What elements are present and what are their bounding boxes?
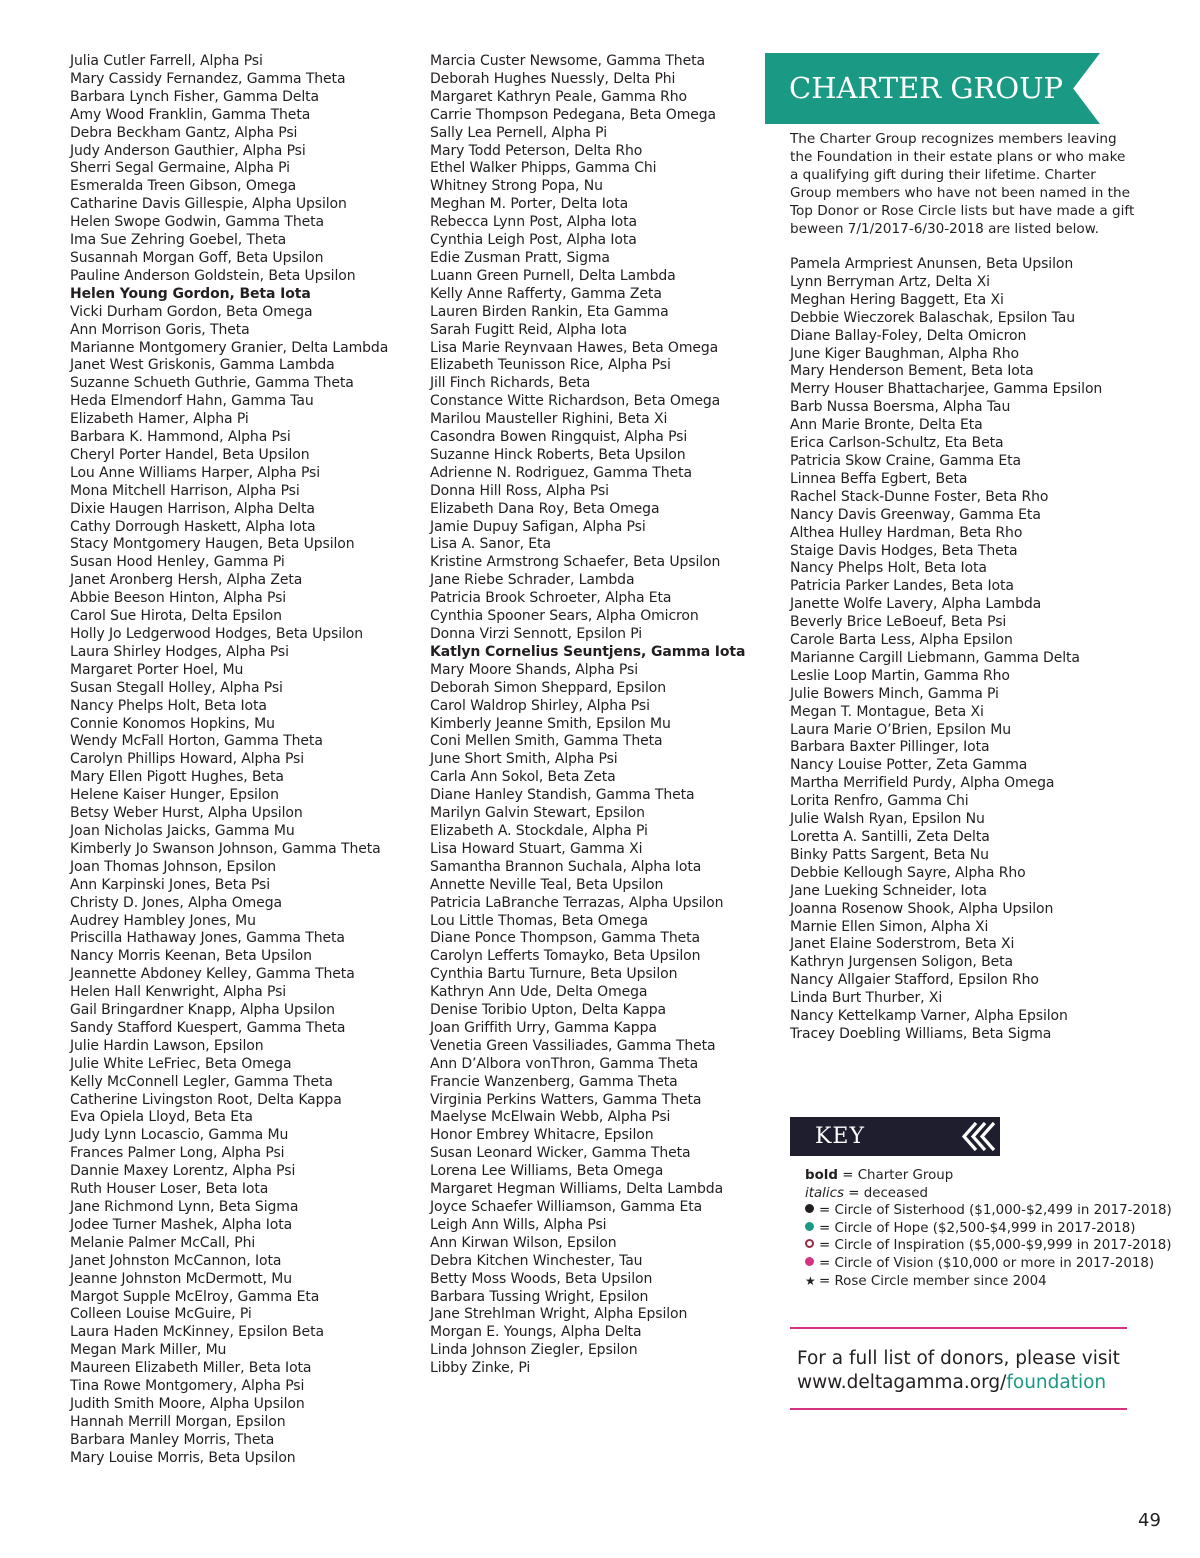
charter-member-name: June Kiger Baughman, Alpha Rho — [790, 345, 1019, 362]
donor-name: Joan Nicholas Jaicks, Gamma Mu — [70, 822, 295, 839]
donor-name: Cynthia Leigh Post, Alpha Iota — [430, 232, 637, 249]
donor-name: Marilyn Galvin Stewart, Epsilon — [430, 805, 645, 822]
key-legend-text: = Circle of Hope ($2,500-$4,999 in 2017-2018) — [819, 1220, 1136, 1236]
donor-name: Janet West Griskonis, Gamma Lambda — [70, 357, 335, 374]
donor-name: Joyce Schaefer Williamson, Gamma Eta — [430, 1199, 703, 1215]
dot-icon — [805, 1220, 819, 1238]
donor-name: Megan Mark Miller, Mu — [70, 1342, 227, 1359]
key-legend-text: = Rose Circle member since 2004 — [819, 1273, 1047, 1289]
donor-name: Kristine Armstrong Schaefer, Beta Upsilon — [430, 554, 721, 571]
donor-name: Adrienne N. Rodriguez, Gamma Theta — [430, 464, 692, 481]
donor-name: Julia Cutler Farrell, Alpha Psi — [70, 53, 263, 69]
donor-name: Ethel Walker Phipps, Gamma Chi — [430, 160, 657, 177]
charter-member-name: Joanna Rosenow Shook, Alpha Upsilon — [790, 900, 1054, 917]
donor-name: Edie Zusman Pratt, Sigma — [430, 249, 610, 266]
key-italic-desc: = deceased — [843, 1185, 928, 1201]
donor-name: Deborah Simon Sheppard, Epsilon — [430, 679, 666, 696]
donor-name: Mona Mitchell Harrison, Alpha Psi — [70, 482, 300, 499]
donor-name: Maelyse McElwain Webb, Alpha Psi — [430, 1109, 671, 1126]
charter-member-name: Tracey Doebling Williams, Beta Sigma — [790, 1025, 1052, 1042]
donor-name: Abbie Beeson Hinton, Alpha Psi — [70, 590, 287, 607]
charter-member-name: Binky Patts Sargent, Beta Nu — [790, 846, 989, 863]
donor-name: Christy D. Jones, Alpha Omega — [70, 894, 282, 911]
donor-name: Sarah Fugitt Reid, Alpha Iota — [430, 321, 627, 338]
key-bold-entry — [805, 1167, 1165, 1185]
charter-member-name: Pamela Armpriest Anunsen, Beta Upsilon — [790, 256, 1074, 272]
donor-name: Wendy McFall Horton, Gamma Theta — [70, 733, 323, 750]
donor-name: Elizabeth Teunisson Rice, Alpha Psi — [430, 357, 671, 374]
donor-name: Denise Toribio Upton, Delta Kappa — [430, 1002, 667, 1019]
donor-name: Kathryn Ann Ude, Delta Omega — [430, 984, 648, 1001]
donor-name: Donna Hill Ross, Alpha Psi — [430, 482, 609, 499]
donor-name: Helen Young Gordon, Beta Iota — [70, 285, 311, 302]
donor-name: Kimberly Jo Swanson Johnson, Gamma Theta — [70, 840, 381, 857]
donor-name: Susan Hood Henley, Gamma Pi — [70, 554, 285, 571]
charter-member-name: Patricia Skow Craine, Gamma Eta — [790, 452, 1022, 469]
donor-name: Marianne Montgomery Granier, Delta Lambda — [70, 339, 389, 356]
donor-name: Luann Green Purnell, Delta Lambda — [430, 267, 676, 284]
donor-name: Jane Strehlman Wright, Alpha Epsilon — [430, 1306, 688, 1323]
donor-name: Betty Moss Woods, Beta Upsilon — [430, 1270, 653, 1287]
charter-member-name: Barb Nussa Boersma, Alpha Tau — [790, 399, 1011, 416]
donor-name: Casondra Bowen Ringquist, Alpha Psi — [430, 429, 688, 446]
donor-name: Annette Neville Teal, Beta Upsilon — [430, 876, 664, 893]
donor-name: Donna Virzi Sennott, Epsilon Pi — [430, 626, 643, 642]
donor-name: Esmeralda Treen Gibson, Omega — [70, 178, 297, 195]
donor-name: Kelly McConnell Legler, Gamma Theta — [70, 1073, 333, 1090]
key-legend-text: = Circle of Vision ($10,000 or more in 2017-2018) — [819, 1255, 1155, 1271]
charter-member-name: Marnie Ellen Simon, Alpha Xi — [790, 918, 989, 935]
key-bold-word: bold — [805, 1168, 838, 1183]
charter-member-name: Beverly Brice LeBoeuf, Beta Psi — [790, 614, 1007, 631]
donor-name: Linda Johnson Ziegler, Epsilon — [430, 1342, 638, 1359]
donor-name: Elizabeth Dana Roy, Beta Omega — [430, 500, 660, 517]
donor-name: Ann Karpinski Jones, Beta Psi — [70, 876, 271, 893]
charter-member-name: Linnea Beffa Egbert, Beta — [790, 470, 968, 487]
visit-text: For a full list of donors, please visit — [797, 1348, 1120, 1369]
donor-name: Jane Richmond Lynn, Beta Sigma — [70, 1199, 299, 1215]
donor-name: Pauline Anderson Goldstein, Beta Upsilon — [70, 267, 356, 284]
donor-name: Judy Lynn Locascio, Gamma Mu — [70, 1127, 289, 1144]
charter-member-name: Erica Carlson-Schultz, Eta Beta — [790, 435, 1004, 452]
donor-name: Katlyn Cornelius Seuntjens, Gamma Iota — [430, 643, 746, 660]
donor-name: Sherri Segal Germaine, Alpha Pi — [70, 160, 290, 177]
donor-name: Lisa Marie Reynvaan Hawes, Beta Omega — [430, 339, 719, 356]
donor-name: Constance Witte Richardson, Beta Omega — [430, 393, 721, 410]
charter-member-name: Loretta A. Santilli, Zeta Delta — [790, 829, 990, 845]
donor-name: Laura Haden McKinney, Epsilon Beta — [70, 1324, 324, 1341]
donor-name: Eva Opiela Lloyd, Beta Eta — [70, 1109, 253, 1126]
charter-member-name: Leslie Loop Martin, Gamma Rho — [790, 667, 1010, 684]
charter-member-name: Merry Houser Bhattacharjee, Gamma Epsilon — [790, 381, 1103, 398]
donor-column-1 — [70, 53, 415, 1468]
key-legend-item — [805, 1273, 1165, 1291]
donor-name: Nancy Phelps Holt, Beta Iota — [70, 697, 267, 714]
key-title: KEY — [815, 1124, 866, 1149]
donor-name: Janet Aronberg Hersh, Alpha Zeta — [70, 572, 303, 589]
donor-name: Vicki Durham Gordon, Beta Omega — [70, 303, 313, 320]
donor-name: Carolyn Phillips Howard, Alpha Psi — [70, 751, 305, 768]
donor-name: Janet Johnston McCannon, Iota — [70, 1252, 282, 1269]
donor-name: Catherine Livingston Root, Delta Kappa — [70, 1091, 342, 1108]
donor-name: Colleen Louise McGuire, Pi — [70, 1306, 252, 1323]
donor-name: Mary Moore Shands, Alpha Psi — [430, 661, 639, 678]
charter-member-name: Megan T. Montague, Beta Xi — [790, 703, 984, 720]
donor-name: Mary Cassidy Fernandez, Gamma Theta — [70, 70, 346, 87]
donor-name: Debra Beckham Gantz, Alpha Psi — [70, 124, 298, 141]
donor-name: Patricia LaBranche Terrazas, Alpha Upsilon — [430, 894, 724, 911]
donor-name: Betsy Weber Hurst, Alpha Upsilon — [70, 805, 303, 822]
charter-member-name: Kathryn Jurgensen Soligon, Beta — [790, 954, 1013, 971]
donor-name: Venetia Green Vassiliades, Gamma Theta — [430, 1037, 716, 1054]
key-italic-entry — [805, 1185, 1165, 1203]
donor-name: Lorena Lee Williams, Beta Omega — [430, 1163, 664, 1180]
donor-name: Elizabeth Hamer, Alpha Pi — [70, 411, 249, 428]
donor-name: Marilou Mausteller Righini, Beta Xi — [430, 411, 668, 428]
charter-member-name: Lorita Renfro, Gamma Chi — [790, 793, 969, 810]
charter-member-name: Patricia Parker Landes, Beta Iota — [790, 578, 1014, 595]
donor-name: Stacy Montgomery Haugen, Beta Upsilon — [70, 536, 355, 553]
donor-name: Cheryl Porter Handel, Beta Upsilon — [70, 446, 310, 463]
donor-name: Lisa Howard Stuart, Gamma Xi — [430, 840, 643, 857]
key-bold-desc: = Charter Group — [837, 1168, 954, 1183]
donor-name: Joan Griffith Urry, Gamma Kappa — [430, 1019, 657, 1036]
donor-name: Jeanne Johnston McDermott, Mu — [70, 1270, 293, 1287]
donor-name: Mary Ellen Pigott Hughes, Beta — [70, 769, 284, 786]
donor-name: Carla Ann Sokol, Beta Zeta — [430, 769, 616, 786]
donor-name: Connie Konomos Hopkins, Mu — [70, 715, 275, 732]
donor-name: Carolyn Lefferts Tomayko, Beta Upsilon — [430, 948, 701, 965]
donor-name: Margaret Hegman Williams, Delta Lambda — [430, 1181, 724, 1198]
donor-name: Julie White LeFriec, Beta Omega — [70, 1055, 292, 1072]
donor-name: Morgan E. Youngs, Alpha Delta — [430, 1324, 642, 1341]
donor-name: Gail Bringardner Knapp, Alpha Upsilon — [70, 1002, 335, 1019]
charter-member-name: Barbara Baxter Pillinger, Iota — [790, 739, 990, 756]
donor-name: Hannah Merrill Morgan, Epsilon — [70, 1413, 286, 1430]
donor-name: Laura Shirley Hodges, Alpha Psi — [70, 643, 289, 660]
donor-name: Catharine Davis Gillespie, Alpha Upsilon — [70, 196, 347, 213]
donor-name: Ann Morrison Goris, Theta — [70, 321, 250, 338]
donor-name: Samantha Brannon Suchala, Alpha Iota — [430, 858, 702, 875]
star-icon: ★ — [805, 1273, 816, 1288]
donor-name: Margaret Kathryn Peale, Gamma Rho — [430, 88, 688, 105]
donor-name: Amy Wood Franklin, Gamma Theta — [70, 106, 311, 123]
donor-name: Judy Anderson Gauthier, Alpha Psi — [70, 142, 306, 159]
charter-member-name: Nancy Davis Greenway, Gamma Eta — [790, 506, 1041, 523]
donor-name: Barbara Tussing Wright, Epsilon — [430, 1288, 649, 1305]
donor-name: Joan Thomas Johnson, Epsilon — [70, 858, 277, 875]
charter-member-name: Laura Marie O’Brien, Epsilon Mu — [790, 721, 1012, 738]
donor-name: Margaret Porter Hoel, Mu — [70, 661, 244, 678]
donor-name: Ima Sue Zehring Goebel, Theta — [70, 232, 287, 249]
dot-icon — [805, 1255, 819, 1273]
charter-member-name: Staige Davis Hodges, Beta Theta — [790, 542, 1018, 559]
donor-name: Lou Little Thomas, Beta Omega — [430, 912, 649, 929]
donor-name: Audrey Hambley Jones, Mu — [70, 912, 256, 929]
donor-name: Margot Supple McElroy, Gamma Eta — [70, 1288, 320, 1305]
donor-name: Meghan M. Porter, Delta Iota — [430, 196, 629, 213]
key-legend-item — [805, 1202, 1172, 1220]
donor-name: Judith Smith Moore, Alpha Upsilon — [70, 1395, 305, 1412]
donor-name: Ann Kirwan Wilson, Epsilon — [430, 1234, 617, 1251]
divider-bottom — [790, 1408, 1127, 1410]
donor-name: Francie Wanzenberg, Gamma Theta — [430, 1073, 678, 1090]
donor-name: Sandy Stafford Kuespert, Gamma Theta — [70, 1019, 346, 1036]
key-legend-item — [805, 1255, 1165, 1273]
charter-group-description: The Charter Group recognizes members leaving the Foundation in their estate plans or who make a qualifying gift during their lifetime. Charter Group members who have not been named in the Top Donor or Rose Circle lists but have made a gift beween 7/1/2017-6/30-2018 are listed below. — [790, 131, 1135, 237]
donor-name: Heda Elmendorf Hahn, Gamma Tau — [70, 393, 314, 410]
key-legend-text: = Circle of Inspiration ($5,000-$9,999 in 2017-2018) — [819, 1238, 1172, 1254]
donor-name: Ann D’Albora vonThron, Gamma Theta — [430, 1055, 699, 1072]
charter-member-name: Diane Ballay-Foley, Delta Omicron — [790, 327, 1027, 344]
donor-name: Nancy Morris Keenan, Beta Upsilon — [70, 948, 312, 965]
foundation-link[interactable] — [797, 1371, 1127, 1395]
donor-name: Jamie Dupuy Safigan, Alpha Psi — [430, 518, 646, 535]
charter-member-name: Nancy Allgaier Stafford, Epsilon Rho — [790, 972, 1039, 989]
donor-list-callout — [797, 1347, 1127, 1395]
key-legend-text: = Circle of Sisterhood ($1,000-$2,499 in 2017-2018) — [819, 1203, 1172, 1219]
donor-name: Debra Kitchen Winchester, Tau — [430, 1252, 643, 1269]
donor-name: Jane Riebe Schrader, Lambda — [430, 572, 635, 589]
ring-dot-icon — [805, 1237, 819, 1255]
donor-name: Virginia Perkins Watters, Gamma Theta — [430, 1091, 702, 1108]
donor-name: Barbara K. Hammond, Alpha Psi — [70, 429, 291, 446]
key-italic-word: italics — [805, 1185, 844, 1201]
charter-member-name: Carole Barta Less, Alpha Epsilon — [790, 632, 1013, 649]
url-prefix: www.deltagamma.org/ — [797, 1372, 1007, 1393]
donor-name: Lauren Birden Rankin, Eta Gamma — [430, 303, 669, 320]
donor-name: June Short Smith, Alpha Psi — [430, 751, 618, 768]
donor-name: Kelly Anne Rafferty, Gamma Zeta — [430, 285, 662, 302]
donor-name: Ruth Houser Loser, Beta Iota — [70, 1181, 269, 1198]
charter-member-name: Ann Marie Bronte, Delta Eta — [790, 417, 983, 434]
donor-name: Helen Hall Kenwright, Alpha Psi — [70, 984, 287, 1001]
charter-member-name: Mary Henderson Bement, Beta Iota — [790, 363, 1034, 380]
donor-name: Lisa A. Sanor, Eta — [430, 536, 551, 553]
donor-name: Kimberly Jeanne Smith, Epsilon Mu — [430, 715, 671, 732]
donor-name: Elizabeth A. Stockdale, Alpha Pi — [430, 822, 648, 839]
charter-member-name: Marianne Cargill Liebmann, Gamma Delta — [790, 649, 1080, 666]
donor-name: Libby Zinke, Pi — [430, 1360, 531, 1377]
key-legend-item — [805, 1237, 1172, 1255]
donor-name: Diane Ponce Thompson, Gamma Theta — [430, 930, 701, 947]
donor-name: Carrie Thompson Pedegana, Beta Omega — [430, 106, 717, 123]
charter-member-name: Julie Walsh Ryan, Epsilon Nu — [790, 811, 985, 828]
charter-member-name: Julie Bowers Minch, Gamma Pi — [790, 685, 999, 702]
donor-name: Julie Hardin Lawson, Epsilon — [70, 1037, 264, 1054]
donor-name: Susan Leonard Wicker, Gamma Theta — [430, 1145, 691, 1162]
key-legend — [805, 1167, 1172, 1290]
donor-name: Patricia Brook Schroeter, Alpha Eta — [430, 590, 672, 607]
donor-name: Jeannette Abdoney Kelley, Gamma Theta — [70, 966, 355, 983]
charter-member-name: Nancy Louise Potter, Zeta Gamma — [790, 757, 1028, 774]
charter-member-name: Rachel Stack-Dunne Foster, Beta Rho — [790, 488, 1049, 505]
charter-member-name: Martha Merrifield Purdy, Alpha Omega — [790, 775, 1055, 792]
charter-member-name: Lynn Berryman Artz, Delta Xi — [790, 273, 990, 290]
charter-group-list — [790, 256, 1130, 1044]
donor-name: Jill Finch Richards, Beta — [430, 375, 591, 392]
donor-name: Suzanne Hinck Roberts, Beta Upsilon — [430, 446, 686, 463]
charter-member-name: Althea Hulley Hardman, Beta Rho — [790, 524, 1023, 541]
donor-name: Rebecca Lynn Post, Alpha Iota — [430, 214, 637, 231]
charter-member-name: Debbie Wieczorek Balaschak, Epsilon Tau — [790, 309, 1075, 326]
donor-name: Leigh Ann Wills, Alpha Psi — [430, 1216, 607, 1233]
donor-name: Priscilla Hathaway Jones, Gamma Theta — [70, 930, 345, 947]
donor-name: Suzanne Schueth Guthrie, Gamma Theta — [70, 375, 354, 392]
charter-member-name: Linda Burt Thurber, Xi — [790, 990, 943, 1007]
donor-name: Susannah Morgan Goff, Beta Upsilon — [70, 249, 324, 266]
donor-name: Susan Stegall Holley, Alpha Psi — [70, 679, 283, 696]
donor-name: Cynthia Bartu Turnure, Beta Upsilon — [430, 966, 678, 983]
charter-member-name: Janet Elaine Soderstrom, Beta Xi — [790, 936, 1015, 953]
donor-name: Helene Kaiser Hunger, Epsilon — [70, 787, 279, 804]
url-suffix: foundation — [1006, 1372, 1107, 1393]
donor-name: Melanie Palmer McCall, Phi — [70, 1234, 256, 1251]
charter-member-name: Nancy Kettelkamp Varner, Alpha Epsilon — [790, 1008, 1068, 1025]
donor-name: Jodee Turner Mashek, Alpha Iota — [70, 1216, 293, 1233]
chevrons-left-icon — [958, 1117, 1000, 1156]
donor-name: Marcia Custer Newsome, Gamma Theta — [430, 53, 705, 69]
donor-name: Coni Mellen Smith, Gamma Theta — [430, 733, 663, 750]
donor-name: Deborah Hughes Nuessly, Delta Phi — [430, 70, 676, 87]
donor-name: Lou Anne Williams Harper, Alpha Psi — [70, 464, 321, 481]
donor-name: Maureen Elizabeth Miller, Beta Iota — [70, 1360, 312, 1377]
charter-group-title: CHARTER GROUP — [789, 71, 1064, 105]
donor-name: Carol Sue Hirota, Delta Epsilon — [70, 608, 282, 625]
divider-top — [790, 1327, 1127, 1329]
donor-name: Holly Jo Ledgerwood Hodges, Beta Upsilon — [70, 626, 364, 642]
donor-name: Mary Louise Morris, Beta Upsilon — [70, 1449, 296, 1466]
donor-name: Whitney Strong Popa, Nu — [430, 178, 603, 195]
donor-name: Tina Rowe Montgomery, Alpha Psi — [70, 1378, 305, 1395]
donor-name: Honor Embrey Whitacre, Epsilon — [430, 1127, 654, 1144]
donor-name: Cathy Dorrough Haskett, Alpha Iota — [70, 518, 316, 535]
donor-name: Sally Lea Pernell, Alpha Pi — [430, 124, 607, 141]
donor-name: Mary Todd Peterson, Delta Rho — [430, 142, 643, 159]
donor-name: Diane Hanley Standish, Gamma Theta — [430, 787, 695, 804]
dot-icon — [805, 1202, 819, 1220]
donor-name: Dannie Maxey Lorentz, Alpha Psi — [70, 1163, 296, 1180]
donor-name: Helen Swope Godwin, Gamma Theta — [70, 214, 324, 231]
page-number: 49 — [1138, 1510, 1161, 1531]
donor-name: Barbara Lynch Fisher, Gamma Delta — [70, 88, 320, 105]
donor-name: Barbara Manley Morris, Theta — [70, 1431, 275, 1448]
charter-member-name: Nancy Phelps Holt, Beta Iota — [790, 560, 987, 577]
charter-member-name: Janette Wolfe Lavery, Alpha Lambda — [790, 596, 1042, 613]
donor-name: Frances Palmer Long, Alpha Psi — [70, 1145, 285, 1162]
key-legend-item — [805, 1220, 1165, 1238]
donor-name: Cynthia Spooner Sears, Alpha Omicron — [430, 608, 699, 625]
charter-member-name: Debbie Kellough Sayre, Alpha Rho — [790, 864, 1026, 881]
donor-column-2 — [430, 53, 775, 1378]
donor-name: Carol Waldrop Shirley, Alpha Psi — [430, 697, 650, 714]
charter-member-name: Jane Lueking Schneider, Iota — [790, 882, 987, 899]
donor-name: Dixie Haugen Harrison, Alpha Delta — [70, 500, 315, 517]
charter-member-name: Meghan Hering Baggett, Eta Xi — [790, 291, 1004, 308]
